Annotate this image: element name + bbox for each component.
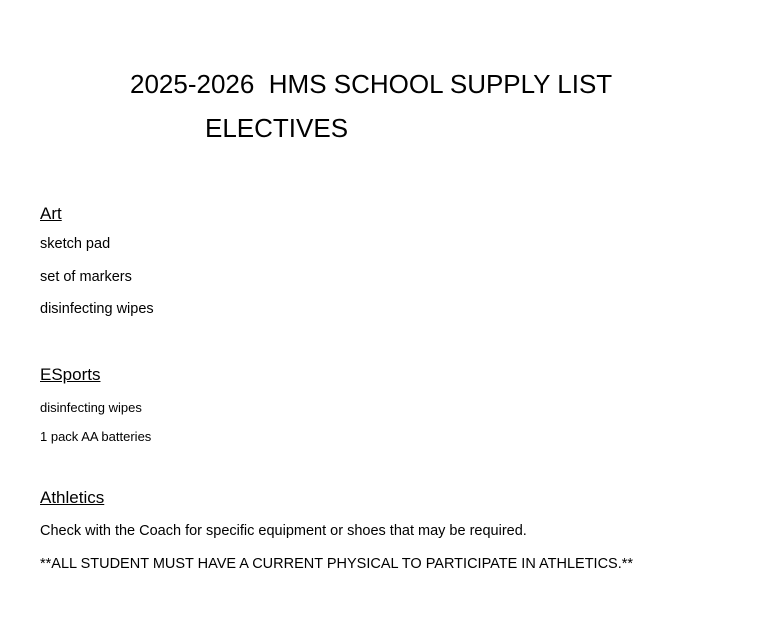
list-item: sketch pad <box>40 236 111 252</box>
section-heading-esports: ESports <box>40 365 101 384</box>
list-item: set of markers <box>40 269 132 285</box>
section-heading-athletics: Athletics <box>40 488 105 507</box>
list-item: disinfecting wipes <box>40 400 142 415</box>
page-title: 2025-2026 HMS SCHOOL SUPPLY LIST <box>130 69 613 99</box>
list-item: Check with the Coach for specific equipment or shoes that may be required. <box>40 523 527 539</box>
page-subtitle: ELECTIVES <box>205 113 349 143</box>
list-item: 1 pack AA batteries <box>40 429 152 444</box>
list-item: disinfecting wipes <box>40 301 154 317</box>
section-heading-art: Art <box>40 204 62 223</box>
list-item: **ALL STUDENT MUST HAVE A CURRENT PHYSICAL TO PARTICIPATE IN ATHLETICS.** <box>40 556 634 572</box>
